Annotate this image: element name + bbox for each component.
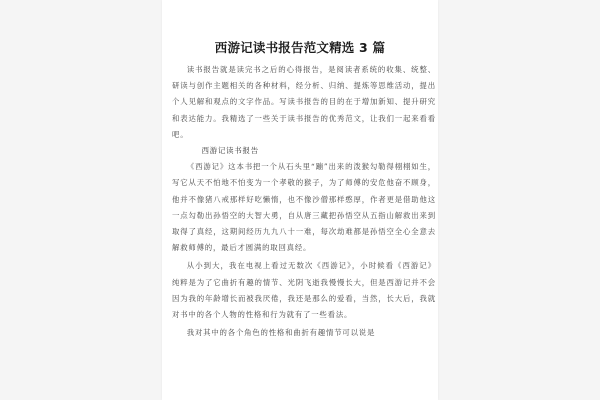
page-title: 西游记读书报告范文精选 3 篇 (214, 40, 386, 55)
document-page (162, 0, 438, 400)
section-heading: 西游记读书报告 (201, 146, 259, 156)
body-paragraph-3: 我对其中的各个角色的性格和曲折有趣情节可以说是 (186, 328, 376, 338)
body-paragraph-1: 《西游记》这本书把一个从石头里“蹦”出来的泼猴勾勒得栩栩如生，写它从天不怕地不怕变为一个孝敬的猴子，为了师傅的安危他奋不顾身，他并不像猪八戒那样好吃懒惰，也不像沙僧那样憨厚，作者更是借助他这一点勾勒出孙悟空的大智大勇，自从唐三藏把孙悟空从五指山解救出来到取得了真经，这期间经历九九八十一难，每次劫难都是孙悟空全心全意去解救师傅的，最后才圆满的取回真经。 (172, 162, 436, 253)
body-paragraph-2: 从小到大，我在电视上看过无数次《西游记》，小时候看《西游记》纯粹是为了它曲折有趣的情节、光阴飞逝我慢慢长大，但是西游记并不会因为我的年龄增长而被我厌倦，我还是那么的爱看，当然，长大后，我就对书中的各个人物的性格和行为就有了一些看法。 (172, 261, 436, 320)
intro-paragraph: 读书报告就是读完书之后的心得报告，是阅读者系统的收集、统整、研读与创作主题相关的各种材料，经分析、归纳、提炼等思维活动，提出个人见解和观点的文字作品。写读书报告的目的在于增加新知、提升研究和表达能力。我精选了一些关于读书报告的优秀范文，让我们一起来看看吧。 (172, 65, 436, 139)
document-body (172, 62, 436, 341)
